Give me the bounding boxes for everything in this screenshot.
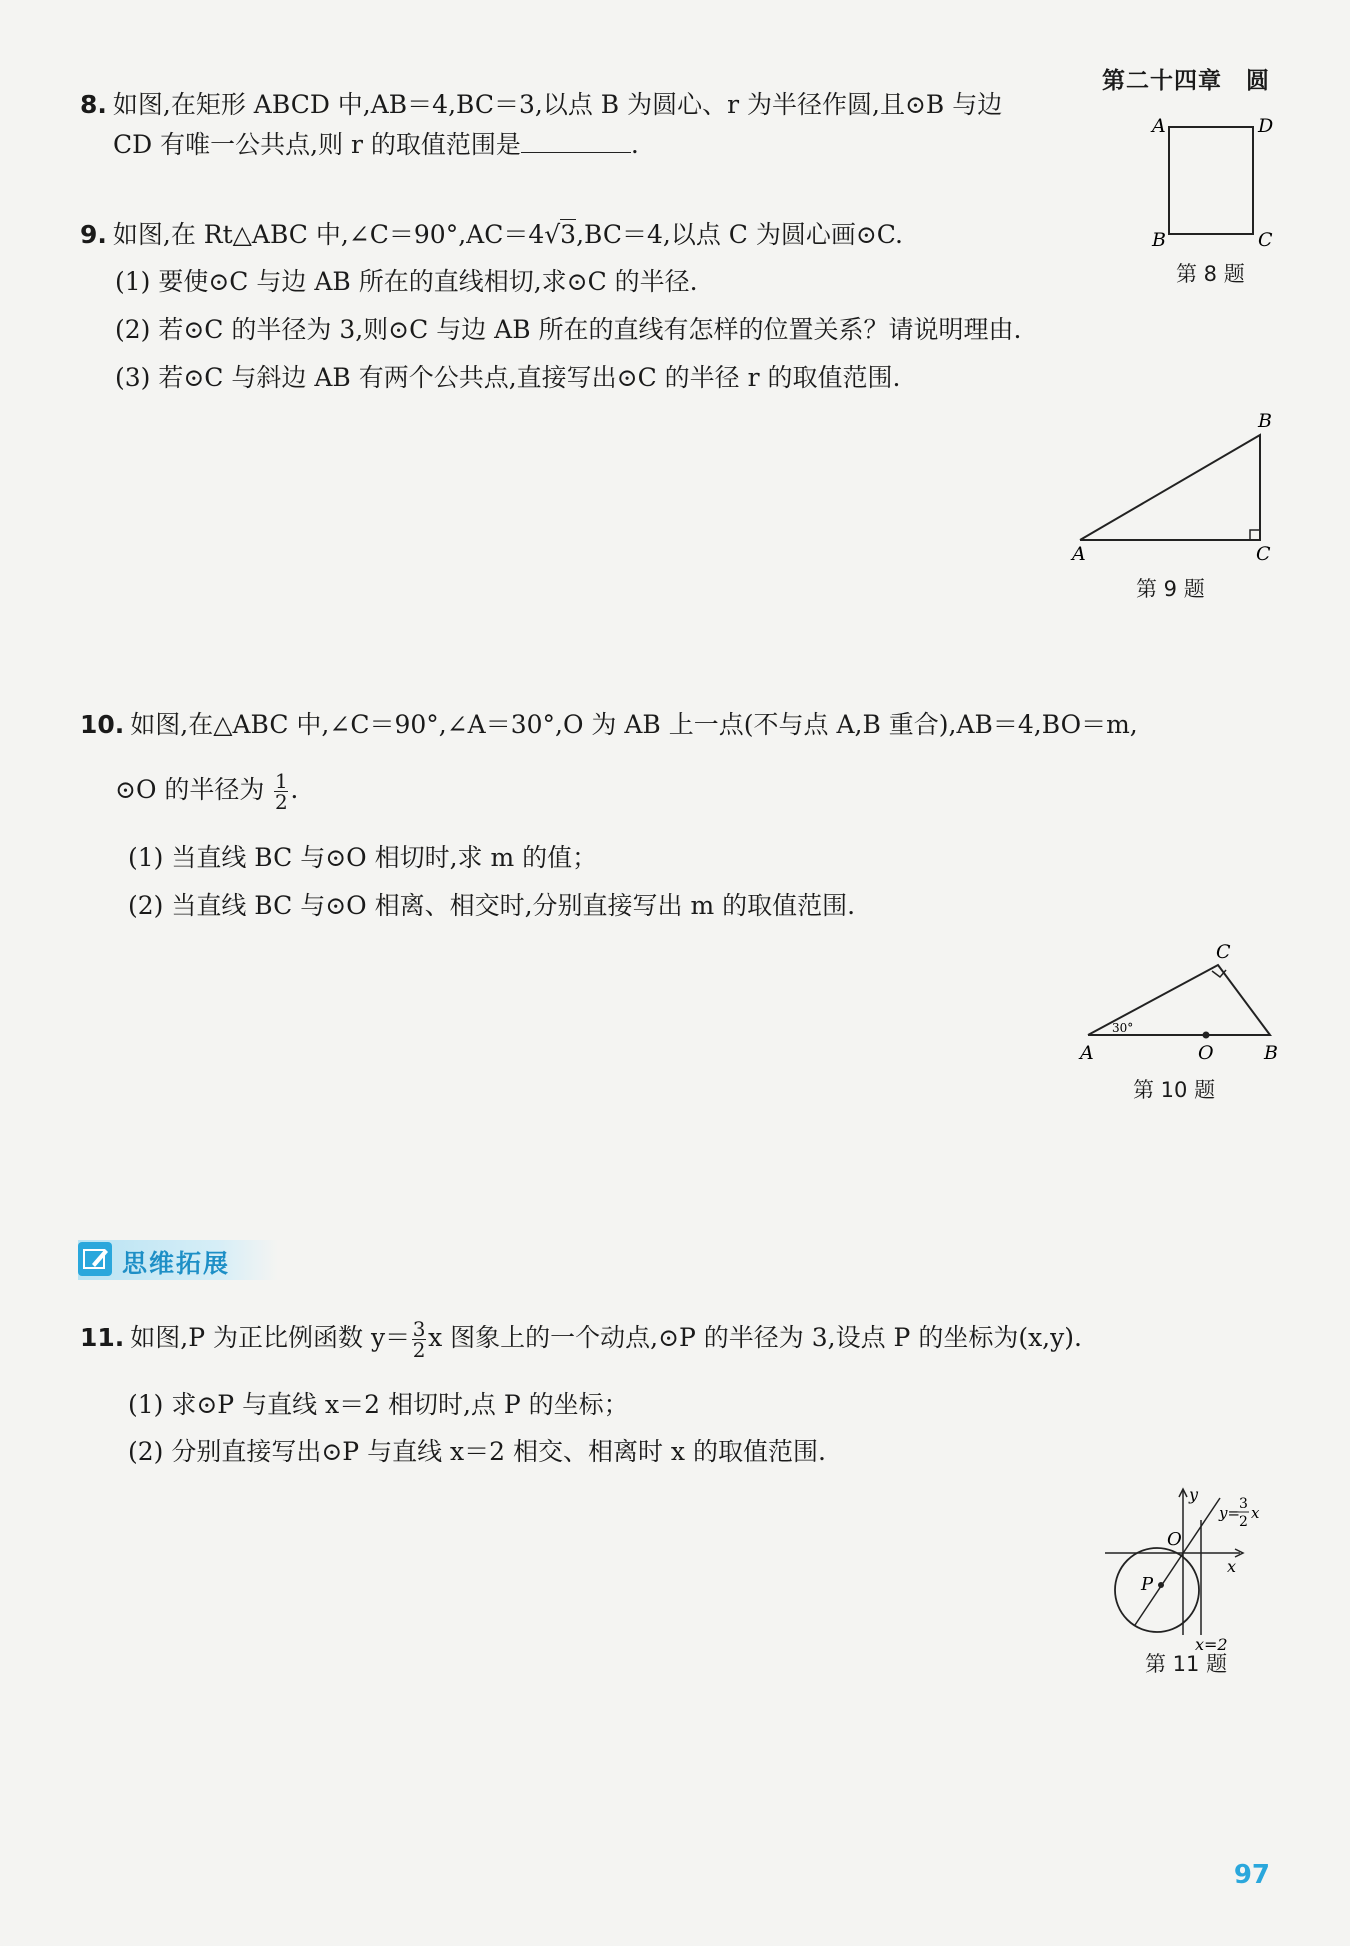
- page-number: 97: [1233, 1860, 1270, 1890]
- figure-8-caption: 第 8 题: [1176, 262, 1245, 286]
- label-c: C: [1256, 543, 1271, 565]
- label-c: C: [1216, 941, 1231, 963]
- angle-label: 30°: [1112, 1021, 1134, 1035]
- label-line-eq-den: 2: [1239, 1514, 1248, 1530]
- section-title: 思维拓展: [122, 1249, 231, 1278]
- question-10-line1: [80, 705, 1138, 745]
- figure-10-triangle: [1070, 935, 1290, 1070]
- question-11-sub2: (2) 分别直接写出⊙P 与直线 x＝2 相交、相离时 x 的取值范围.: [128, 1437, 826, 1466]
- label-y: y: [1189, 1485, 1199, 1504]
- question-9-line1: [80, 215, 903, 255]
- fraction-denominator: 2: [274, 790, 288, 814]
- fraction-one-half: [274, 771, 288, 812]
- label-a: A: [1152, 115, 1166, 137]
- figure-9-caption: 第 9 题: [1136, 577, 1205, 601]
- question-8-line1: [80, 85, 1002, 125]
- pencil-icon: [78, 1242, 112, 1276]
- question-10-line2: [115, 770, 298, 812]
- question-10-number: 10.: [80, 710, 125, 739]
- point-o: [1203, 1032, 1210, 1039]
- question-10-text2a: ⊙O 的半径为: [115, 775, 265, 804]
- question-8-period: .: [630, 130, 639, 159]
- label-d: D: [1258, 115, 1274, 137]
- fraction-three-halves: [412, 1319, 426, 1360]
- question-11-line1: [80, 1318, 1082, 1360]
- answer-blank[interactable]: [521, 130, 631, 153]
- question-11-sub1: (1) 求⊙P 与直线 x＝2 相切时,点 P 的坐标；: [128, 1390, 629, 1419]
- fraction-numerator: 3: [412, 1317, 426, 1341]
- question-8-text1: 如图,在矩形 ABCD 中,AB＝4,BC＝3,以点 B 为圆心、r 为半径作圆,且⊙B 与边: [112, 90, 1003, 119]
- label-line-eq-a: y=: [1219, 1504, 1241, 1522]
- label-x: x: [1227, 1557, 1237, 1576]
- question-8-text2: CD 有唯一公共点,则 r 的取值范围是: [113, 130, 521, 159]
- fraction-numerator: 1: [274, 769, 288, 793]
- figure-9-triangle: [1060, 405, 1290, 565]
- label-o: O: [1198, 1042, 1214, 1064]
- sqrt-symbol: √: [544, 220, 561, 249]
- question-10-sub2: (2) 当直线 BC 与⊙O 相离、相交时,分别直接写出 m 的取值范围.: [128, 891, 856, 920]
- label-o: O: [1167, 1529, 1182, 1550]
- question-11-number: 11.: [80, 1323, 125, 1352]
- circle-p: [1115, 1548, 1199, 1632]
- label-p: P: [1141, 1574, 1154, 1595]
- question-9-number: 9.: [80, 220, 107, 249]
- question-9-sub2: (2) 若⊙C 的半径为 3,则⊙C 与边 AB 所在的直线有怎样的位置关系？请说明理由.: [115, 315, 1022, 344]
- question-8-line2: [113, 125, 639, 165]
- label-a: A: [1072, 543, 1086, 565]
- figure-8-rectangle: [1140, 110, 1280, 250]
- sqrt-radicand: 3: [560, 220, 577, 249]
- label-b: B: [1258, 410, 1272, 432]
- question-10-text1: 如图,在△ABC 中,∠C＝90°,∠A＝30°,O 为 AB 上一点(不与点 A,B 重合),AB＝4,BO＝m,: [130, 710, 1138, 739]
- label-b: B: [1264, 1042, 1278, 1064]
- label-line-eq-b: x: [1251, 1504, 1260, 1522]
- question-8-number: 8.: [80, 90, 107, 119]
- question-9-text1c: ,BC＝4,以点 C 为圆心画⊙C.: [576, 220, 903, 249]
- label-line-eq-num: 3: [1239, 1496, 1248, 1512]
- question-9-sub3: (3) 若⊙C 与斜边 AB 有两个公共点,直接写出⊙C 的半径 r 的取值范围.: [115, 363, 901, 392]
- question-11-text1a: 如图,P 为正比例函数 y＝: [130, 1323, 411, 1352]
- question-9-text1a: 如图,在 Rt△ABC 中,∠C＝90°,AC＝4: [112, 220, 545, 249]
- label-b: B: [1152, 229, 1166, 250]
- question-11-text1b: x 图象上的一个动点,⊙P 的半径为 3,设点 P 的坐标为(x,y).: [428, 1323, 1082, 1352]
- figure-11-graph: [1095, 1480, 1295, 1665]
- point-p: [1158, 1582, 1164, 1588]
- triangle-abc: [1080, 435, 1260, 540]
- rect-abcd: [1169, 127, 1253, 234]
- question-10-period: .: [290, 775, 299, 804]
- question-9-sub1: (1) 要使⊙C 与边 AB 所在的直线相切,求⊙C 的半径.: [115, 267, 698, 296]
- right-angle-mark: [1250, 530, 1260, 540]
- line-y-3-2-x: [1135, 1498, 1220, 1625]
- question-10-sub1: (1) 当直线 BC 与⊙O 相切时,求 m 的值；: [128, 843, 598, 872]
- right-angle-mark: [1212, 970, 1226, 977]
- figure-11-caption: 第 11 题: [1145, 1652, 1228, 1676]
- label-x-equals-2: x=2: [1195, 1635, 1228, 1654]
- label-a: A: [1080, 1042, 1094, 1064]
- fraction-denominator: 2: [412, 1338, 426, 1362]
- section-banner: [78, 1240, 278, 1280]
- label-c: C: [1258, 229, 1273, 250]
- figure-10-caption: 第 10 题: [1133, 1078, 1216, 1102]
- chapter-header: 第二十四章 圆: [1102, 68, 1270, 94]
